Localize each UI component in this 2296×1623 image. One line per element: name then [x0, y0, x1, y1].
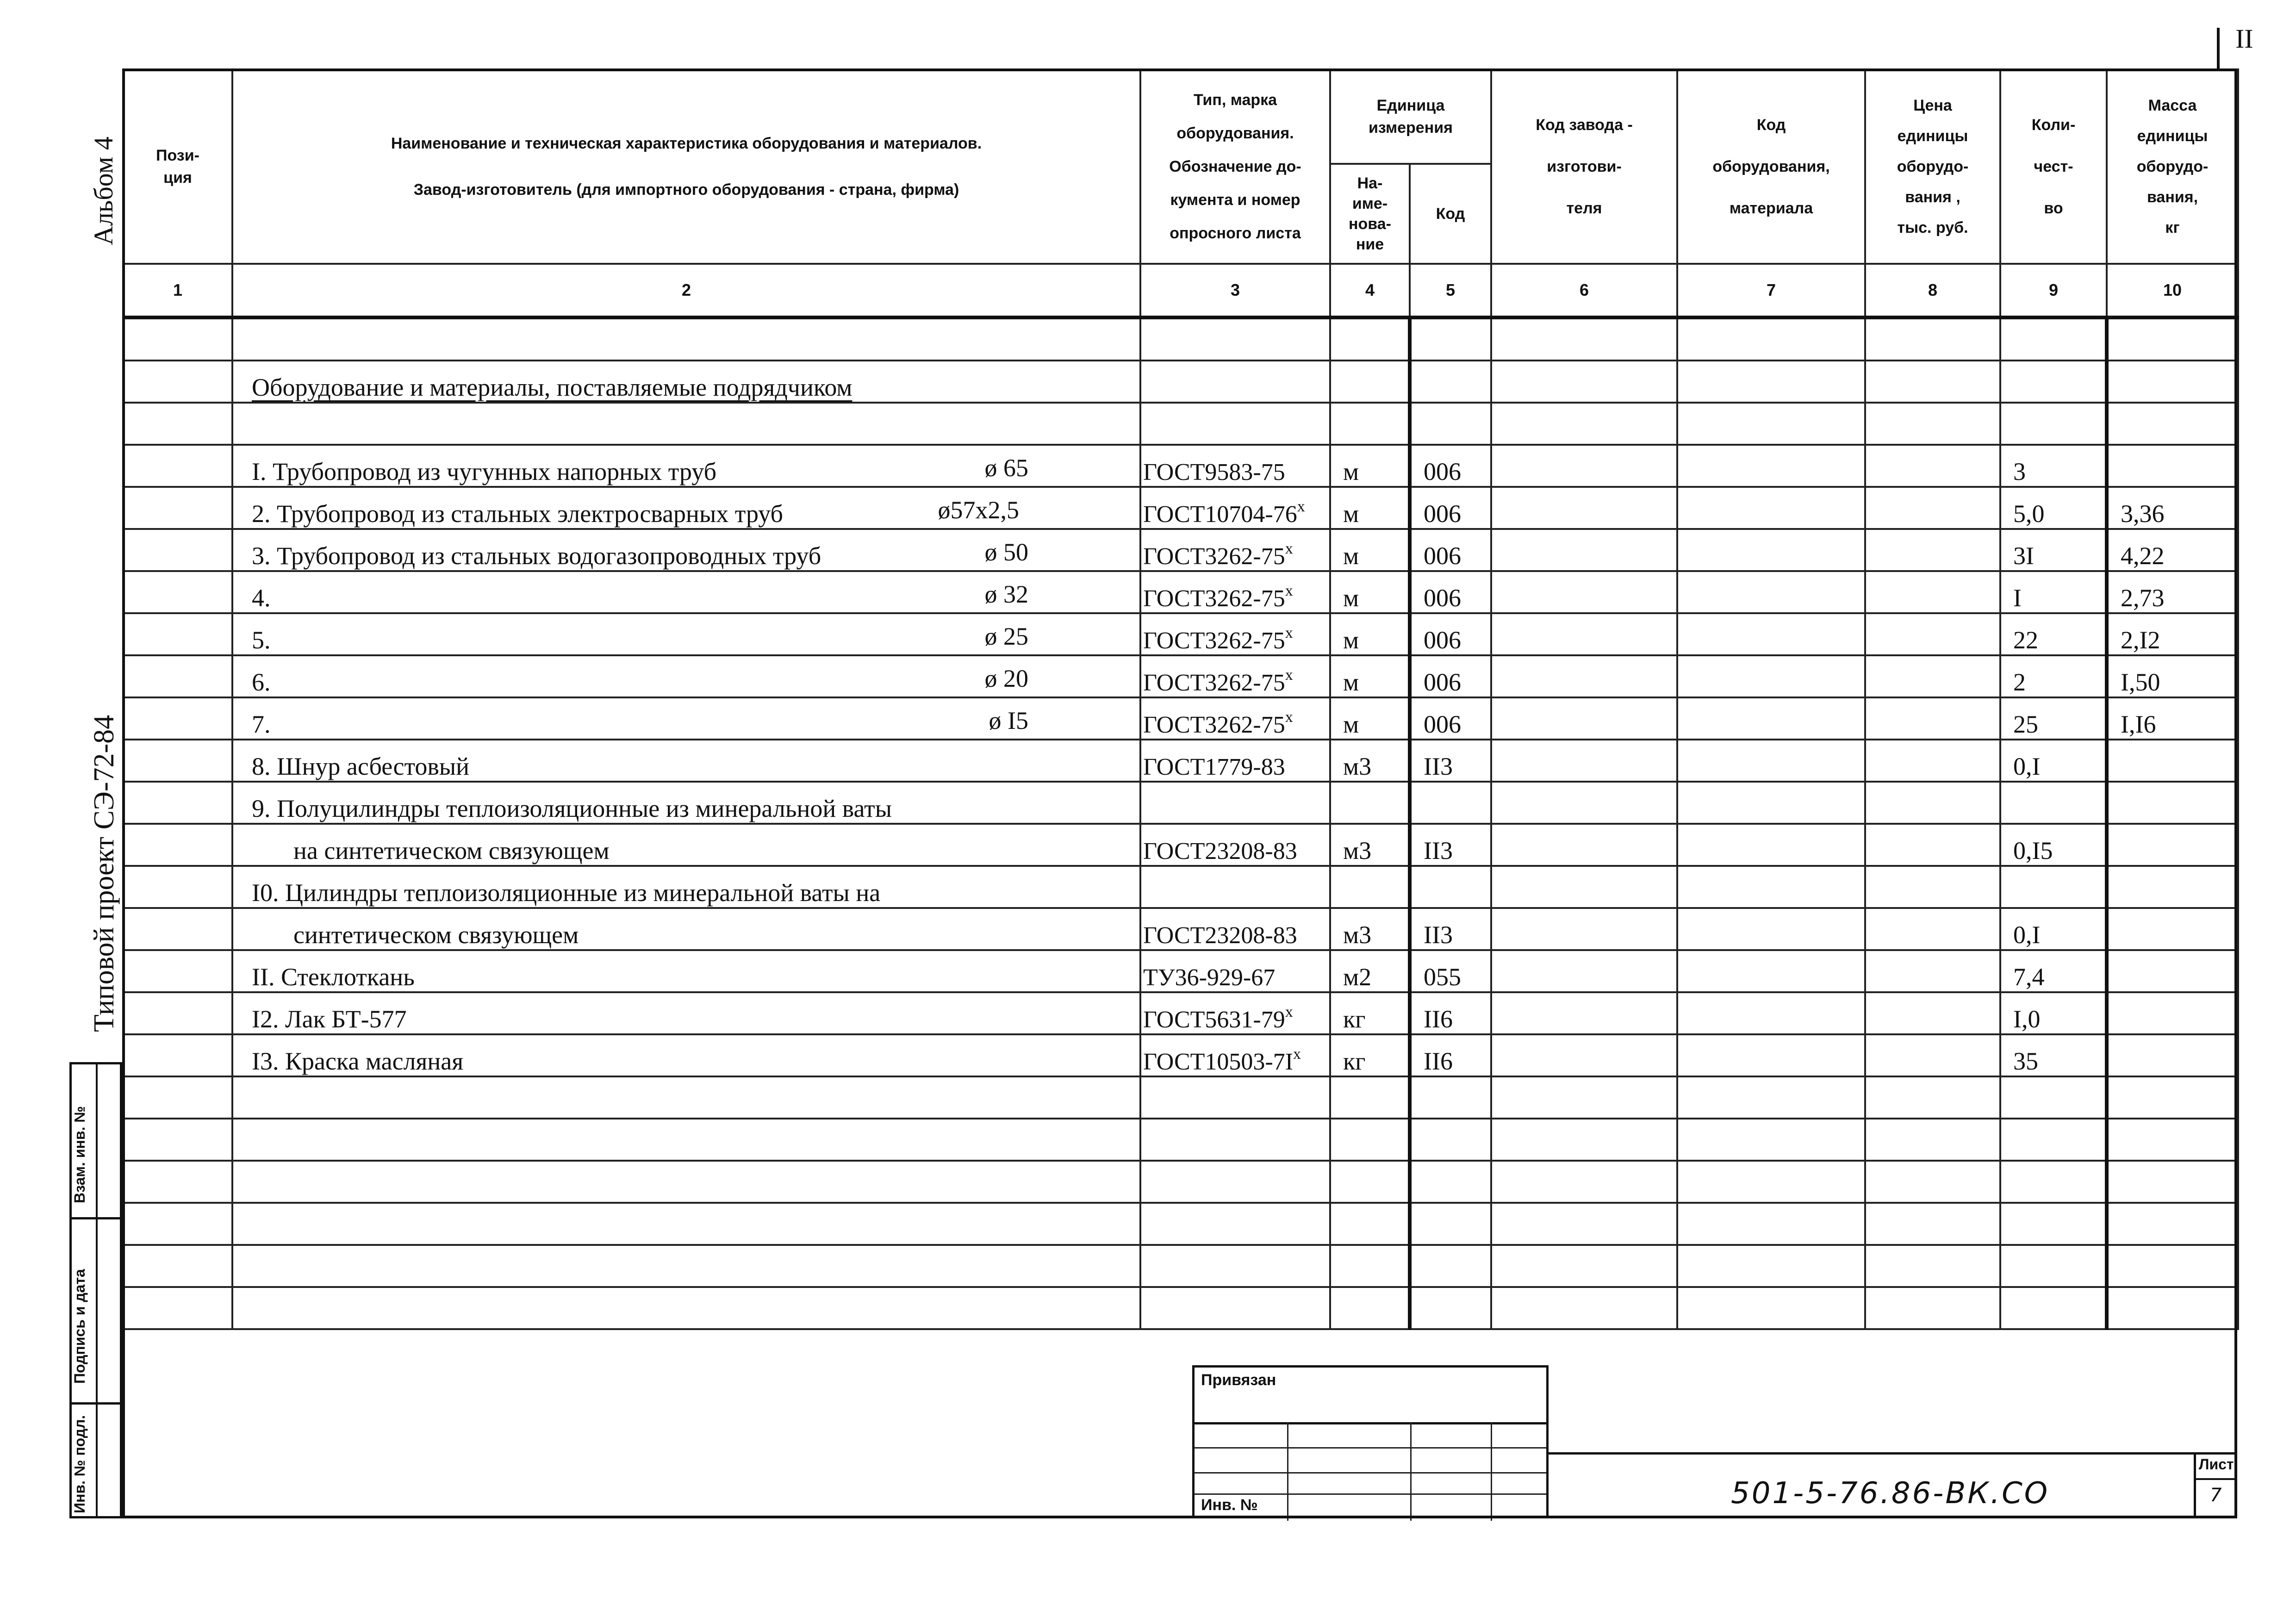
cell-unit: кг: [1330, 992, 1410, 1034]
cell-unit-code: 006: [1410, 697, 1491, 740]
header-unit-code: Код: [1410, 164, 1491, 264]
item-diameter: ø 25: [984, 622, 1028, 650]
doc-superscript: х: [1297, 498, 1305, 515]
doc-superscript: х: [1285, 582, 1293, 599]
cell-unit-code: 006: [1410, 529, 1491, 571]
cell-document: ГОСТ1779-83: [1140, 740, 1330, 782]
cell-mass: 4,22: [2107, 529, 2238, 571]
cell-quantity: 7,4: [2000, 950, 2107, 992]
item-diameter: ø 65: [984, 454, 1028, 482]
header-type: Тип, марка оборудования. Обозначение до- кумента и номер опросного листа: [1140, 69, 1330, 264]
stamp-linked: Привязан: [1201, 1371, 1276, 1389]
item-diameter: ø57х2,5: [938, 496, 1019, 524]
cell-unit: м: [1330, 655, 1410, 697]
cell-unit-code: 006: [1410, 613, 1491, 655]
cell-document: $ГОСТ3262-75^х$: [1140, 571, 1330, 613]
cell-quantity: 0,I5: [2000, 824, 2107, 866]
column-number: 8: [1865, 264, 2000, 317]
project-label: Типовой проект СЭ-72-84: [88, 715, 120, 1032]
item-name: I. Трубопровод из чугунных напорных труб: [252, 458, 717, 485]
cell-unit-code: II3: [1410, 908, 1491, 950]
header-price: Цена единицы оборудо- вания , тыс. руб.: [1865, 69, 2000, 264]
column-number: 9: [2000, 264, 2107, 317]
doc-superscript: х: [1285, 540, 1293, 557]
item-name: I0. Цилиндры теплоизоляционные из минеральной ваты на: [252, 879, 881, 907]
cell-document: ГОСТ23208-83: [1140, 824, 1330, 866]
item-diameter: ø 20: [984, 665, 1028, 692]
cell-unit: м: [1330, 571, 1410, 613]
cell-quantity: 2: [2000, 655, 2107, 697]
cell-unit: м: [1330, 697, 1410, 740]
item-diameter: ø 32: [984, 580, 1028, 608]
column-number: 5: [1410, 264, 1491, 317]
drawing-frame: [122, 68, 2237, 1518]
cell-mass: 2,73: [2107, 571, 2238, 613]
cell-quantity: 0,I: [2000, 908, 2107, 950]
doc-superscript: х: [1285, 666, 1293, 684]
cell-unit: м3: [1330, 908, 1410, 950]
cell-quantity: 5,0: [2000, 487, 2107, 529]
item-name: 9. Полуцилиндры теплоизоляционные из минеральной ваты: [252, 795, 892, 822]
corner-sheet-number: II: [2235, 24, 2253, 54]
section-title: Оборудование и материалы, поставляемые подрядчиком: [252, 373, 852, 401]
cell-document: $ГОСТ10503-7I^х$: [1140, 1034, 1330, 1076]
item-name: 8. Шнур асбестовый: [252, 752, 470, 780]
item-name: на синтетическом связующем: [293, 837, 610, 864]
cell-unit-code: II3: [1410, 740, 1491, 782]
column-number: 10: [2107, 264, 2238, 317]
cell-mass: I,50: [2107, 655, 2238, 697]
item-diameter: ø 50: [984, 538, 1028, 566]
sheet-label: Лист: [2199, 1456, 2234, 1473]
cell-unit: м: [1330, 487, 1410, 529]
item-name: 5.: [252, 626, 271, 654]
cell-document: ГОСТ23208-83: [1140, 908, 1330, 950]
item-name: II. Стеклоткань: [252, 963, 415, 991]
cell-document: ГОСТ9583-75: [1140, 445, 1330, 487]
cell-document: $ГОСТ10704-76^х$: [1140, 487, 1330, 529]
cell-unit: м: [1330, 613, 1410, 655]
cell-quantity: 25: [2000, 697, 2107, 740]
header-equipment-code: Код оборудования, материала: [1677, 69, 1865, 264]
doc-superscript: х: [1293, 1045, 1301, 1063]
item-diameter: ø I5: [989, 707, 1028, 734]
column-number: 7: [1677, 264, 1865, 317]
item-name: 4.: [252, 584, 271, 612]
cell-quantity: 35: [2000, 1034, 2107, 1076]
cell-mass: 3,36: [2107, 487, 2238, 529]
header-position: Пози- ция: [123, 69, 232, 264]
column-number: 3: [1140, 264, 1330, 317]
header-factory-code: Код завода - изготови- теля: [1491, 69, 1677, 264]
cell-document: $ГОСТ3262-75^х$: [1140, 697, 1330, 740]
cell-unit: м3: [1330, 740, 1410, 782]
cell-document: $ГОСТ3262-75^х$: [1140, 529, 1330, 571]
header-name: Наименование и техническая характеристика оборудования и материалов. Завод-изготовитель (для импортного оборудования - страна, фирма): [232, 69, 1140, 264]
sheet-number: 7: [2210, 1485, 2222, 1506]
cell-unit-code: II3: [1410, 824, 1491, 866]
cell-mass: 2,I2: [2107, 613, 2238, 655]
cell-document: $ГОСТ5631-79^х$: [1140, 992, 1330, 1034]
header-mass: Масса единицы оборудо- вания, кг: [2107, 69, 2238, 264]
cell-unit-code: 055: [1410, 950, 1491, 992]
header-quantity: Коли- чест- во: [2000, 69, 2107, 264]
cell-unit-code: 006: [1410, 655, 1491, 697]
cell-mass: I,I6: [2107, 697, 2238, 740]
cell-unit: кг: [1330, 1034, 1410, 1076]
cell-document: ТУ36-929-67: [1140, 950, 1330, 992]
doc-superscript: х: [1285, 709, 1293, 726]
cell-quantity: I,0: [2000, 992, 2107, 1034]
corner-divider: [2217, 28, 2220, 69]
cell-unit-code: II6: [1410, 992, 1491, 1034]
cell-quantity: 3I: [2000, 529, 2107, 571]
cell-unit-code: II6: [1410, 1034, 1491, 1076]
cell-quantity: 3: [2000, 445, 2107, 487]
cell-unit-code: 006: [1410, 445, 1491, 487]
stamp-inv-no: Инв. №: [1201, 1496, 1258, 1514]
cell-unit: м: [1330, 529, 1410, 571]
doc-superscript: х: [1285, 624, 1293, 641]
cell-quantity: 22: [2000, 613, 2107, 655]
cell-unit: м3: [1330, 824, 1410, 866]
column-number: 1: [123, 264, 232, 317]
header-unit-group: Единица измерения: [1330, 69, 1491, 164]
stamp-inv-podl: Инв. № подл.: [71, 1415, 88, 1513]
column-number: 6: [1491, 264, 1677, 317]
item-name: синтетическом связующем: [293, 921, 579, 949]
stamp-zam-inv: Взам. инв. №: [71, 1106, 88, 1203]
album-label: Альбом 4: [88, 137, 118, 245]
cell-unit-code: 006: [1410, 571, 1491, 613]
cell-unit: м: [1330, 445, 1410, 487]
column-number: 2: [232, 264, 1140, 317]
stamp-signature-date: Подпись и дата: [71, 1269, 88, 1384]
item-name: I2. Лак БТ-577: [252, 1005, 407, 1033]
item-name: 3. Трубопровод из стальных водогазопроводных труб: [252, 542, 821, 570]
cell-quantity: 0,I: [2000, 740, 2107, 782]
doc-superscript: х: [1285, 1003, 1293, 1020]
cell-quantity: I: [2000, 571, 2107, 613]
cell-document: $ГОСТ3262-75^х$: [1140, 655, 1330, 697]
cell-unit-code: 006: [1410, 487, 1491, 529]
cell-unit: м2: [1330, 950, 1410, 992]
item-name: 6.: [252, 668, 271, 696]
column-number: 4: [1330, 264, 1410, 317]
item-name: 7.: [252, 710, 271, 738]
item-name: I3. Краска масляная: [252, 1047, 464, 1075]
header-unit-name: На- име- нова- ние: [1330, 164, 1410, 264]
item-name: 2. Трубопровод из стальных электросварных труб: [252, 500, 784, 528]
cell-document: $ГОСТ3262-75^х$: [1140, 613, 1330, 655]
document-code: 501-5-76.86-ВК.СО: [1731, 1476, 2050, 1511]
